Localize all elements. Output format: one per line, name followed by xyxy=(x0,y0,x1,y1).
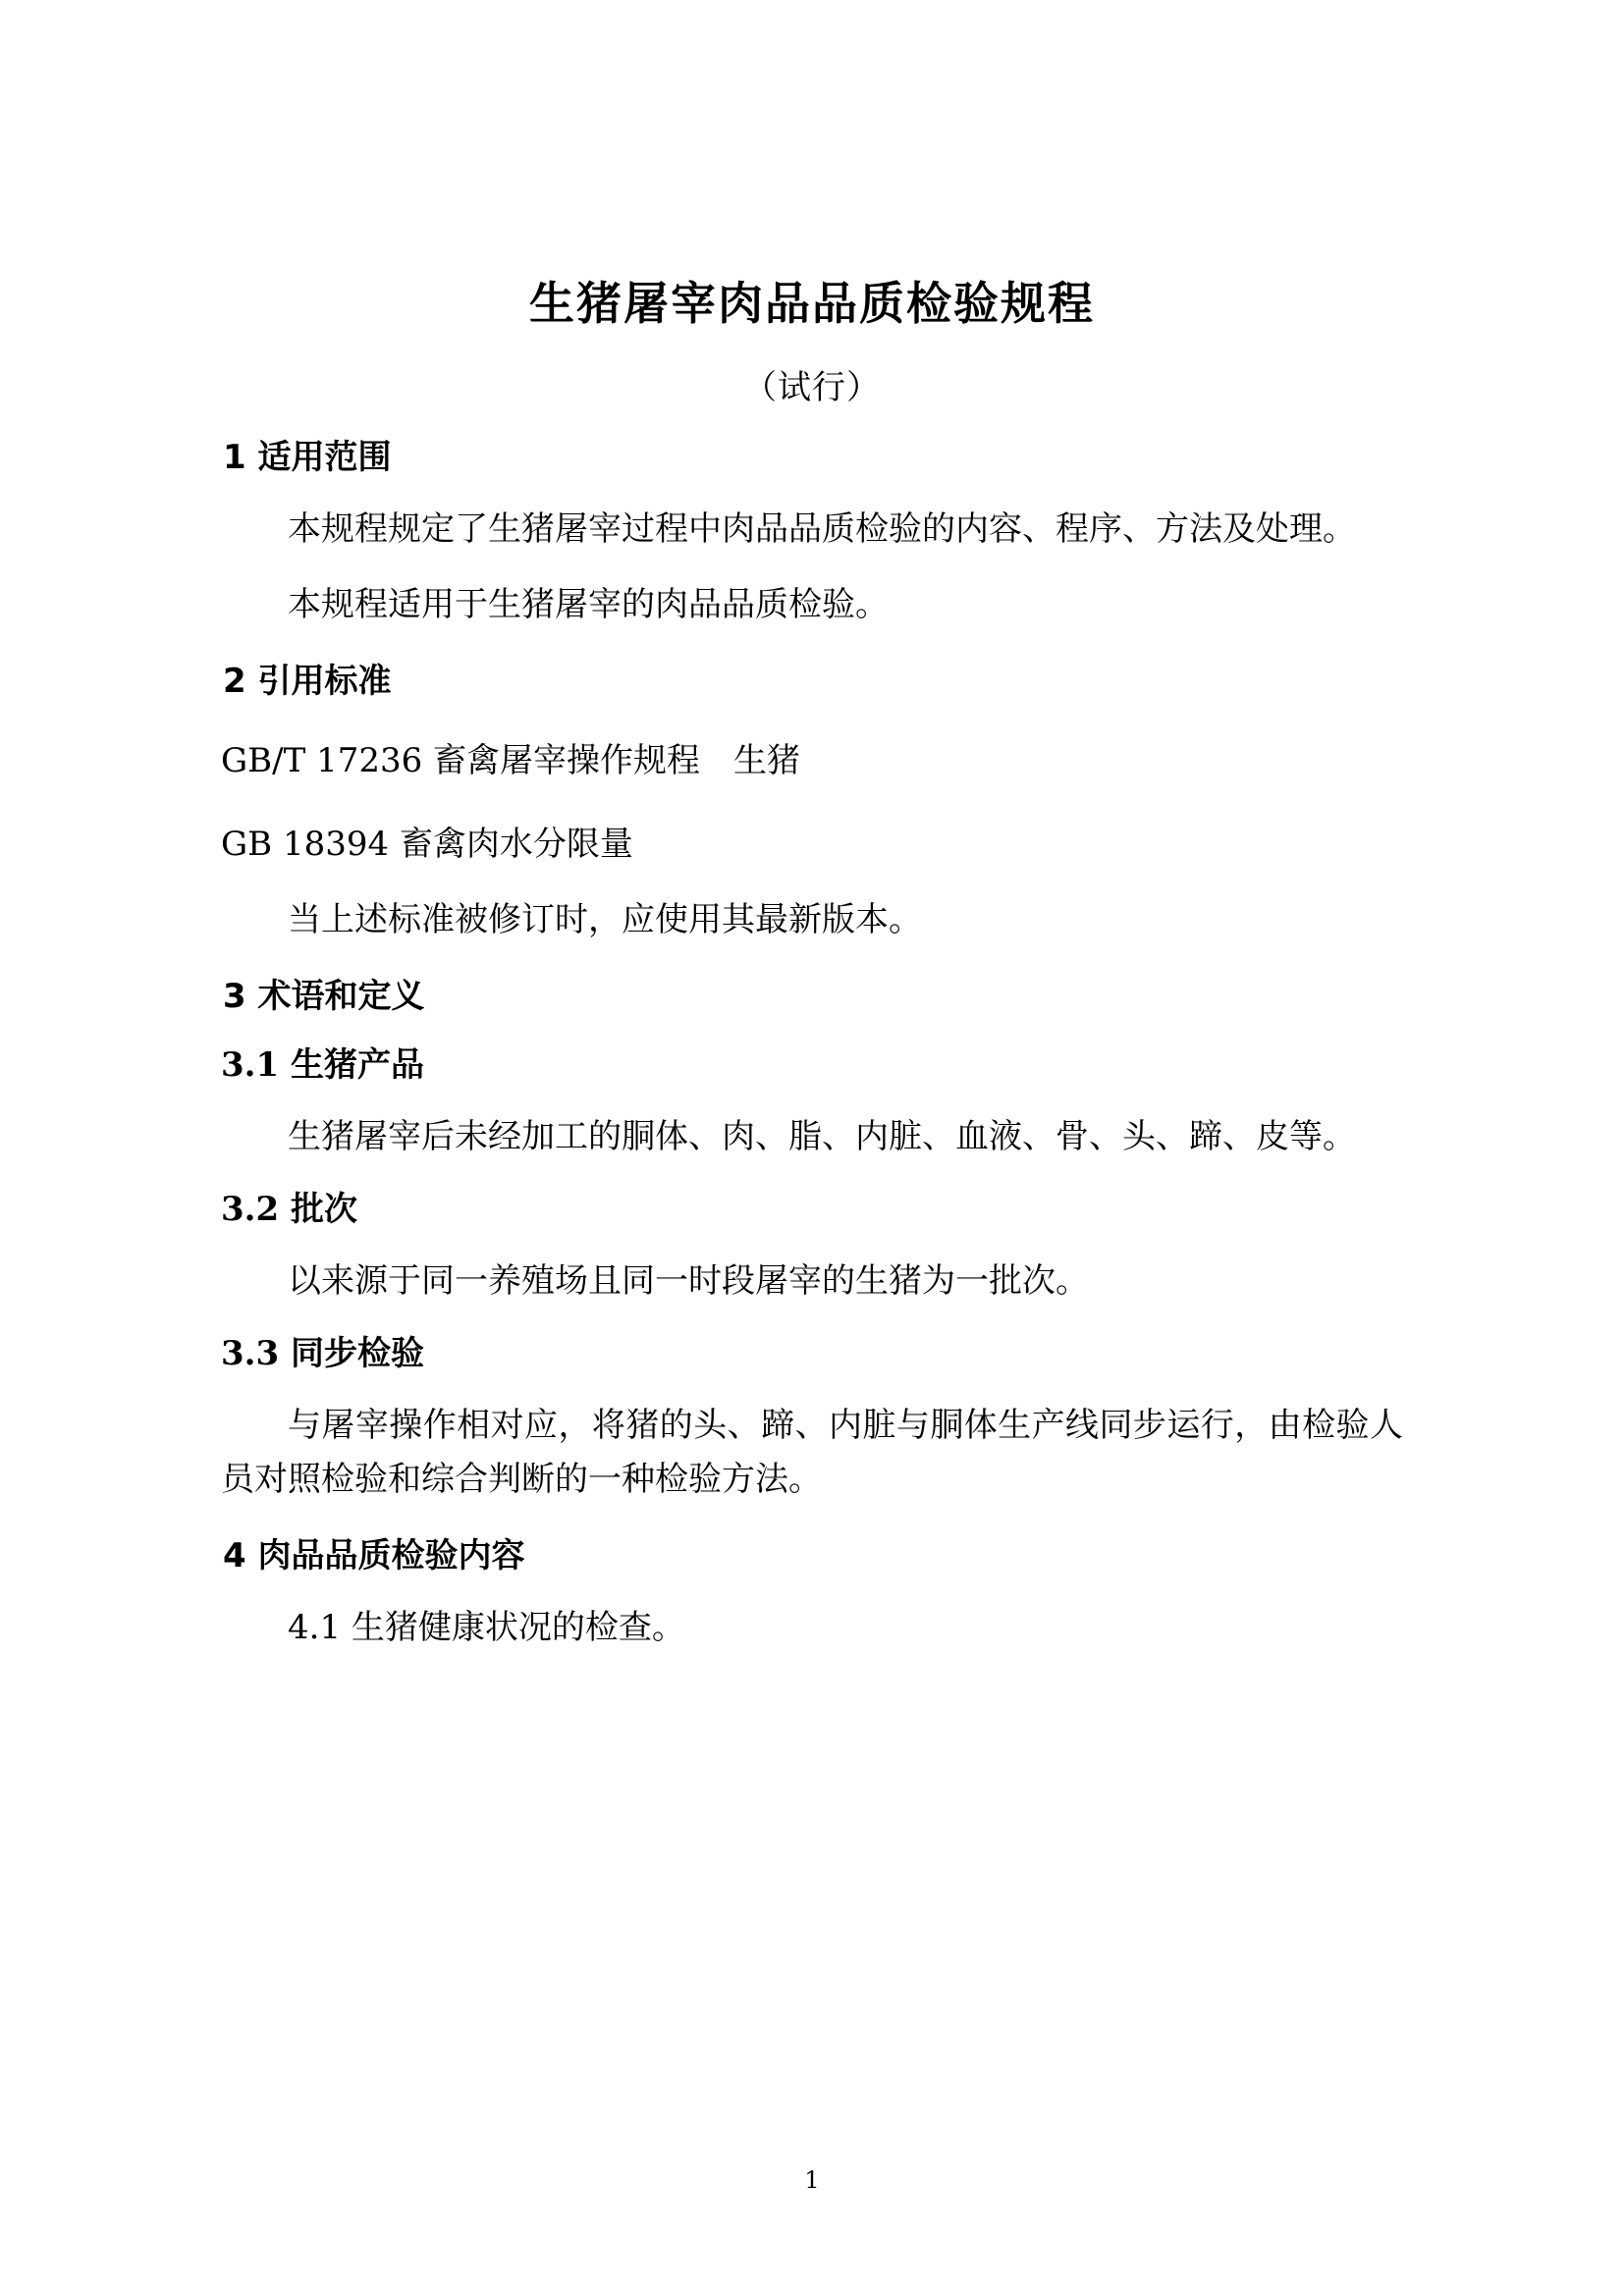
section-heading-4: 4 肉品品质检验内容 xyxy=(223,1536,525,1576)
subsection-3-2-paragraph-1: 以来源于同一养殖场且同一时段屠宰的生猪为一批次。 xyxy=(288,1260,1089,1301)
section-2-paragraph-1: 当上述标准被修订时，应使用其最新版本。 xyxy=(288,900,922,940)
subsection-heading-3-3: 3.3 同步检验 xyxy=(221,1333,424,1373)
section-1-paragraph-1: 本规程规定了生猪屠宰过程中肉品品质检验的内容、程序、方法及处理。 xyxy=(288,508,1356,549)
page-subtitle: （试行） xyxy=(743,368,881,408)
section-heading-2: 2 引用标准 xyxy=(223,662,392,702)
section-1-paragraph-2: 本规程适用于生猪屠宰的肉品品质检验。 xyxy=(288,584,889,624)
subsection-3-3-paragraph-1: 与屠宰操作相对应，将猪的头、蹄、内脏与胴体生产线同步运行，由检验人员对照检验和综合判断的一种检验方法。 xyxy=(221,1405,1403,1499)
section-4-paragraph-1: 4.1 生猪健康状况的检查。 xyxy=(288,1607,685,1647)
section-heading-1: 1 适用范围 xyxy=(223,437,392,477)
section-heading-3: 3 术语和定义 xyxy=(223,977,425,1017)
page-number: 1 xyxy=(804,2166,820,2194)
page-title: 生猪屠宰肉品品质检验规程 xyxy=(529,277,1095,330)
subsection-heading-3-2: 3.2 批次 xyxy=(221,1190,357,1230)
reference-item-2: GB 18394 畜禽肉水分限量 xyxy=(221,825,633,864)
subsection-heading-3-1: 3.1 生猪产品 xyxy=(221,1045,424,1086)
subsection-3-1-paragraph-1: 生猪屠宰后未经加工的胴体、肉、脂、内脏、血液、骨、头、蹄、皮等。 xyxy=(288,1116,1356,1156)
reference-item-1: GB/T 17236 畜禽屠宰操作规程 生猪 xyxy=(221,740,801,780)
